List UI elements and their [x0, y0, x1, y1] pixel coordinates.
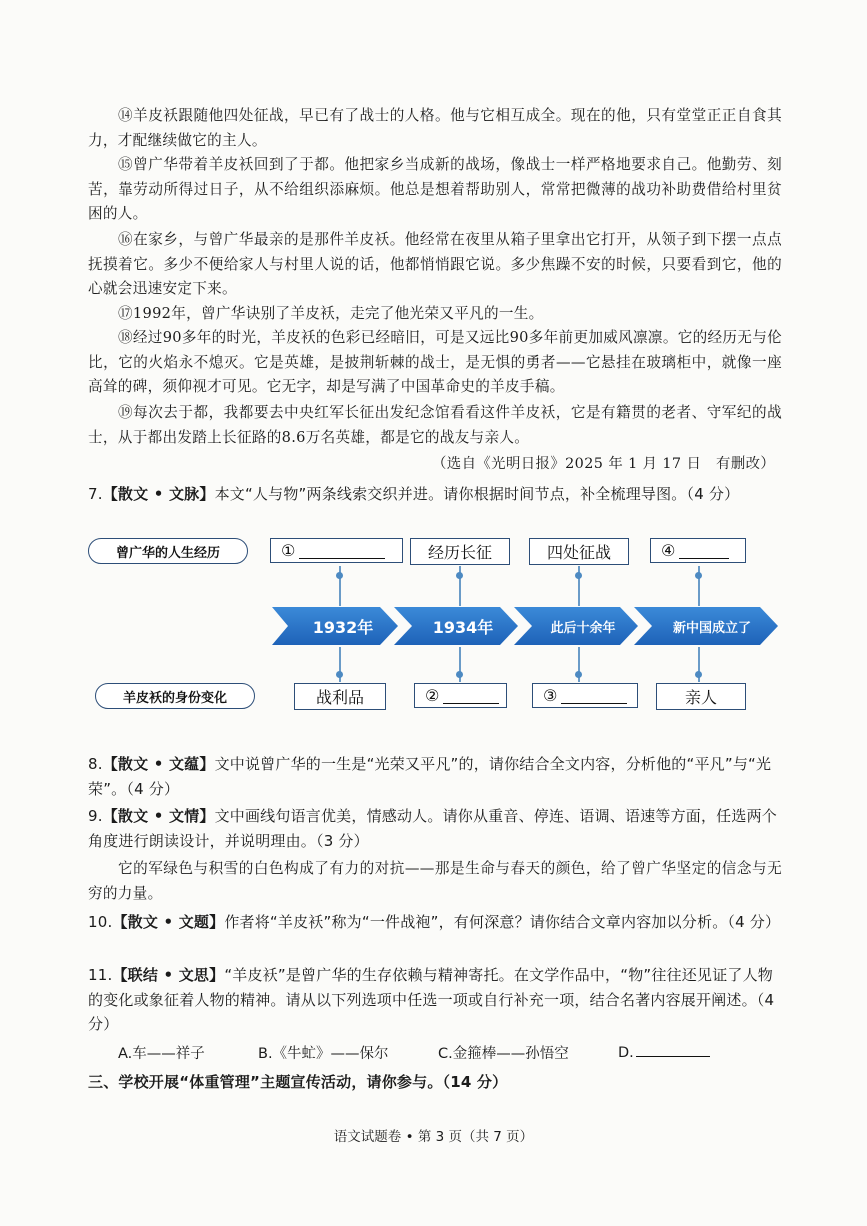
paragraph-18: ⑱经过90多年的时光，羊皮袄的色彩已经暗旧，可是又远比90多年前更加威风凛凛。它的经历无与伦比，它的火焰永不熄灭。它是英雄，是披荆斩棘的战士，是无惧的勇者——它悬挂在玻璃柜中，就像一座高耸的碑，须仰视才可见。它无字，却是写满了中国革命史的羊皮手稿。	[88, 329, 782, 395]
connector-dot	[456, 671, 463, 678]
identity-change-label: 羊皮袄的身份变化	[95, 683, 255, 709]
connector-dot	[695, 572, 702, 579]
top-box-4[interactable]: ④	[650, 538, 746, 563]
bottom-box-2[interactable]: ②	[414, 683, 507, 708]
paragraph-16: ⑯在家乡，与曾广华最亲的是那件羊皮袄。他经常在夜里从箱子里拿出它打开，从领子到下摆一点点抚摸着它。多少不便给家人与村里人说的话，他都悄悄跟它说。多少焦躁不安的时候，只要看到它，他的心就会迅速安定下来。	[88, 231, 782, 297]
question-10: 10.【散文 • 文题】作者将“羊皮袄”称为“一件战袍”，有何深意？请你结合文章内容加以分析。（4 分）	[88, 913, 781, 931]
answer-blank[interactable]	[636, 1042, 710, 1057]
connector-dot	[575, 671, 582, 678]
option-c: C.金箍棒——孙悟空	[438, 1046, 569, 1062]
page-footer: 语文试题卷 • 第 3 页（共 7 页）	[333, 1129, 534, 1145]
question-9: 9.【散文 • 文情】文中画线句语言优美，情感动人。请你从重音、停连、语调、语速等方面，任选两个角度进行朗读设计，并说明理由。（3 分）	[88, 807, 777, 850]
question-8: 8.【散文 • 文蕴】文中说曾广华的一生是“光荣又平凡”的，请你结合全文内容，分析他的“平凡”与“光荣”。（4 分）	[88, 755, 772, 798]
bottom-box-1: 战利品	[294, 683, 386, 710]
paragraph-15: ⑮曾广华带着羊皮袄回到了于都。他把家乡当成新的战场，像战士一样严格地要求自己。他勤劳、刻苦，靠劳动所得过日子，从不给组织添麻烦。他总是想着帮助别人，常常把微薄的战功补助费借给村里贫困的人。	[88, 156, 782, 222]
timeline-new-china: 新中国成立了	[672, 620, 751, 636]
answer-blank[interactable]	[443, 687, 499, 704]
bottom-box-4: 亲人	[656, 683, 746, 710]
timeline-1932: 1932年	[312, 617, 374, 637]
answer-blank[interactable]	[299, 542, 385, 559]
question-11: 11.【联结 • 文思】“羊皮袄”是曾广华的生存依赖与精神寄托。在文学作品中，“物”往往还见证了人物的变化或象征着人物的精神。请从以下列选项中任选一项或自行补充一项，结合名著内容展开阐述。（4 分）	[88, 966, 775, 1033]
connector-dot	[456, 572, 463, 579]
life-experience-label: 曾广华的人生经历	[88, 538, 248, 564]
connector-dot	[336, 671, 343, 678]
paragraph-19: ⑲每次去于都，我都要去中央红军长征出发纪念馆看看这件羊皮袄，它是有籍贯的老者、守军纪的战士，从于都出发踏上长征路的8.6万名英雄，都是它的战友与亲人。	[88, 404, 782, 446]
bottom-box-3[interactable]: ③	[532, 683, 638, 708]
section-3-heading: 三、学校开展“体重管理”主题宣传活动，请你参与。（14 分）	[88, 1073, 508, 1091]
answer-blank[interactable]	[561, 687, 627, 704]
timeline-1934: 1934年	[432, 617, 494, 637]
answer-blank[interactable]	[679, 542, 729, 559]
question-7: 7.【散文 • 文脉】本文“人与物”两条线索交织并进。请你根据时间节点，补全梳理导图。（4 分）	[88, 485, 740, 503]
timeline-later-decade: 此后十余年	[550, 620, 616, 636]
connector-dot	[575, 572, 582, 579]
source-citation: （选自《光明日报》2025 年 1 月 17 日 有删改）	[432, 456, 776, 472]
connector-dot	[336, 572, 343, 579]
option-d[interactable]: D.	[618, 1042, 710, 1061]
paragraph-14: ⑭羊皮袄跟随他四处征战，早已有了战士的人格。他与它相互成全。现在的他，只有堂堂正正自食其力，才配继续做它的主人。	[88, 107, 782, 149]
top-box-1[interactable]: ①	[270, 538, 403, 563]
underlined-quote: 它的军绿色与积雪的白色构成了有力的对抗——那是生命与春天的颜色，给了曾广华坚定的信念与无穷的力量。	[88, 860, 782, 902]
option-a: A.车——祥子	[118, 1046, 205, 1062]
top-box-3: 四处征战	[529, 538, 629, 565]
top-box-2: 经历长征	[410, 538, 510, 565]
connector-dot	[695, 671, 702, 678]
option-b: B.《牛虻》——保尔	[258, 1046, 389, 1062]
paragraph-17: ⑰1992年，曾广华诀别了羊皮袄，走完了他光荣又平凡的一生。	[118, 305, 544, 322]
